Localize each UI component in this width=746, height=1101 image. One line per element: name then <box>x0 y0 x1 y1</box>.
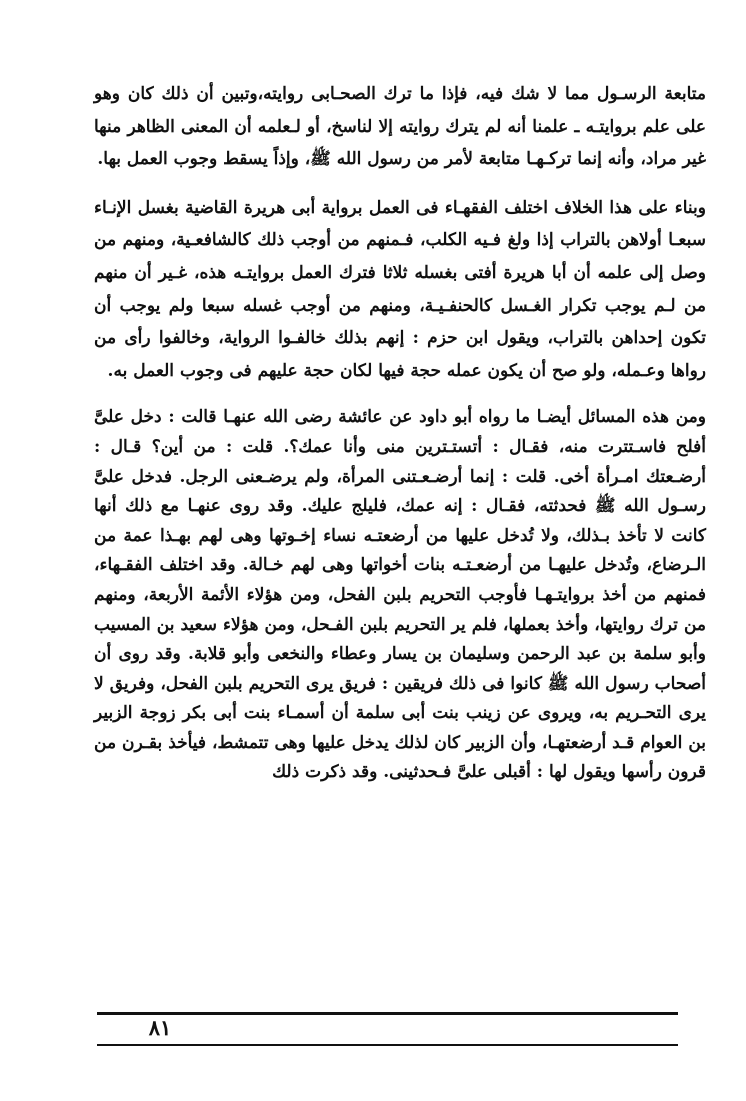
footer-rule-bottom <box>97 1044 678 1046</box>
page-body-text <box>94 78 706 788</box>
footer-rule-top <box>97 1012 678 1015</box>
paragraph-3: ومن هذه المسائل أيضـا ما رواه أبو داود عن عائشة رضى الله عنهـا قالت : دخل علىَّ أفلح فاسـتترت منه، فقـال : أتستـترين منى وأنا عمك؟. قلت : من أين؟ قـال : أرضـعتك امـرأة أخى. قلت : إنما أرضـعـتنى المرأة، ولم يرضـعنى الرجل. فدخل علىَّ رسـول الله ﷺ فحدثته، فقـال : إنه عمك، فليلج عليك. وقد روى عنهـا مع ذلك أنها كانت لا تأخذ بـذلك، ولا تُدخل عليها من أرضعتـه نساء إخـوتها وهى لهم بهـذا عمة من الـرضاع، وتُدخل عليهـا من أرضعـتـه بنات أخواتها وهى لهم خـالة. وقد اختلف الفقـهاء، فمنهم من أخذ بروايتـهـا فأوجب التحريم بلبن الفحل، ومن هؤلاء الأئمة الأربعة، ومنهم من ترك روايتها، وأخذ بعملها، فلم ير التحريم بلبن الفـحل، ومن هؤلاء سعيد بن المسيب وأبو سلمة بن عبد الرحمن وسليمان بن يسار وعطاء والنخعى وأبو قلابة. وقد روى أن أصحاب رسول الله ﷺ كانوا فى ذلك فريقين : فريق يرى التحريم بلبن الفحل، وفريق لا يرى التحـريم به، ويروى عن زينب بنت أبى سلمة أن أسمـاء بنت أبى بكر زوجة الزبير بن العوام قـد أرضعتهـا، وأن الزبير كان لذلك يدخل عليها وهى تتمشط، فيأخذ بقـرن من قرون رأسها ويقول لها : أقبلى علىَّ فـحدثينى. وقد ذكرت ذلك <box>94 407 706 783</box>
paragraph-1: متابعة الرسـول مما لا شك فيه، فإذا ما ترك الصحـابى روايته،وتبين أن ذلك كان وهو على علم بروايتـه ـ علمنا أنه لم يترك روايته إلا لناسخ، أو لـعلمه أن المعنى الظاهر منها غير مراد، وأنه إنما تركـهـا متابعة لأمر من رسول الله ﷺ، وإذاً يسقط وجوب العمل بها. <box>94 84 706 170</box>
paragraph-2: وبناء على هذا الخلاف اختلف الفقهـاء فى العمل برواية أبى هريرة القاضية بغسل الإنـاء سبعـا أولاهن بالتراب إذا ولغ فـيه الكلب، فـمنهم من أوجب ذلك كالشافعـية، ومنهم من وصل إلى علمه أن أبا هريرة أفتى بغسله ثلاثا فترك العمل بروايتـه هذه، غـير أن منهم من لـم يوجب تكرار الغـسل كالحنفـيـة، ومنهم من أوجب غسله سبعا ولم يوجب أن تكون إحداهن بالتراب، ويقول ابن حزم : إنهم بذلك خالفـوا الرواية، وخالفوا رأى من رواها وعـمله، ولو صح أن يكون عمله حجة فيها لكان حجة عليهم فى وجوب العمل به. <box>94 197 706 381</box>
page-number: ٨١ <box>148 1015 172 1040</box>
